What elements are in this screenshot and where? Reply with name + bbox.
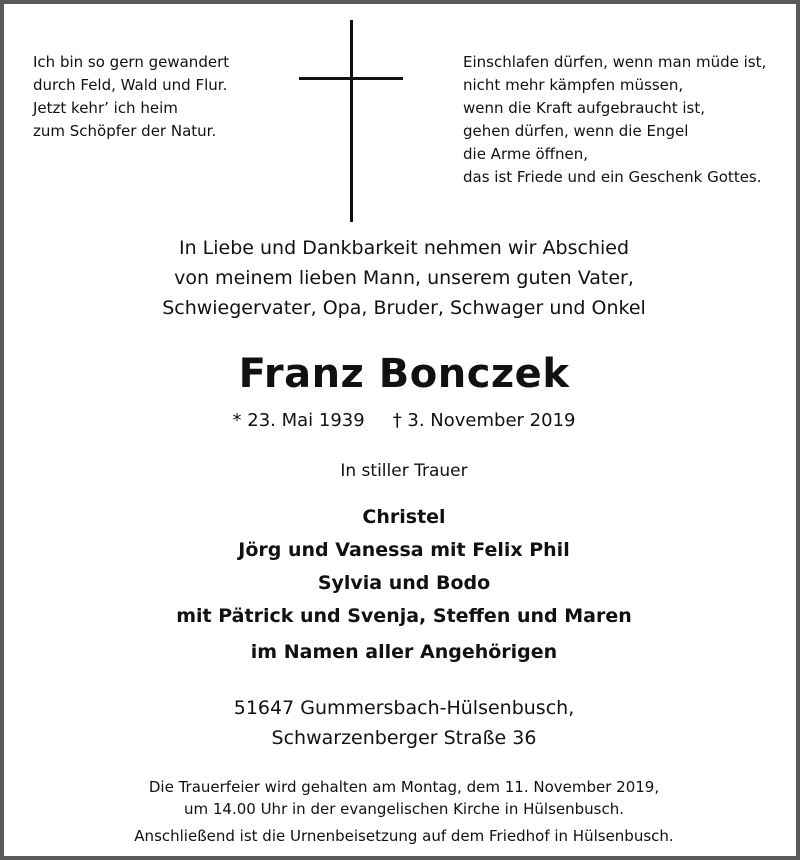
poem-left xyxy=(33,51,229,143)
poem-right-line: gehen dürfen, wenn die Engel xyxy=(463,122,689,140)
poem-left-line: Ich bin so gern gewandert xyxy=(33,53,230,71)
poem-right-line: Einschlafen dürfen, wenn man müde ist, xyxy=(463,53,767,71)
poem-left-line: zum Schöpfer der Natur. xyxy=(33,122,217,140)
poem-left-line: durch Feld, Wald und Flur. xyxy=(33,76,228,94)
life-dates xyxy=(4,409,800,433)
intro-line: Schwiegervater, Opa, Bruder, Schwager und Onkel xyxy=(162,297,646,319)
poem-right-line: wenn die Kraft aufgebraucht ist, xyxy=(463,99,705,117)
farewell-intro xyxy=(4,233,800,323)
address xyxy=(4,693,800,753)
notice-line: um 14.00 Uhr in der evangelischen Kirche in Hülsenbusch. xyxy=(183,800,624,818)
mourning-line: In stiller Trauer xyxy=(340,461,468,481)
birth-date: * 23. Mai 1939 xyxy=(232,410,365,431)
family-list xyxy=(4,501,800,669)
poem-right xyxy=(463,51,766,189)
poem-right-line: die Arme öffnen, xyxy=(463,145,588,163)
family-member: mit Pätrick und Svenja, Steffen und Maren xyxy=(176,605,632,627)
poem-right-line: nicht mehr kämpfen müssen, xyxy=(463,76,684,94)
address-line: Schwarzenberger Straße 36 xyxy=(271,727,537,749)
death-date: † 3. November 2019 xyxy=(392,410,576,431)
cross-horizontal-bar xyxy=(299,77,403,80)
family-member: Sylvia und Bodo xyxy=(317,572,491,594)
poem-right-line: das ist Friede und ein Geschenk Gottes. xyxy=(463,168,762,186)
address-line: 51647 Gummersbach-Hülsenbusch, xyxy=(233,697,575,719)
deceased-name: Franz Bonczek xyxy=(238,351,570,397)
funeral-notice xyxy=(4,776,800,847)
intro-line: von meinem lieben Mann, unserem guten Vater, xyxy=(174,267,634,289)
intro-line: In Liebe und Dankbarkeit nehmen wir Abschied xyxy=(178,237,630,259)
notice-line: Die Trauerfeier wird gehalten am Montag, dem 11. November 2019, xyxy=(148,778,660,796)
family-member: Christel xyxy=(362,506,446,528)
notice-line: Anschließend ist die Urnenbeisetzung auf dem Friedhof in Hülsenbusch. xyxy=(134,827,674,845)
family-member: im Namen aller Angehörigen xyxy=(250,641,558,663)
family-member: Jörg und Vanessa mit Felix Phil xyxy=(238,539,570,561)
poem-left-line: Jetzt kehr’ ich heim xyxy=(33,99,178,117)
cross-vertical-bar xyxy=(350,20,353,222)
